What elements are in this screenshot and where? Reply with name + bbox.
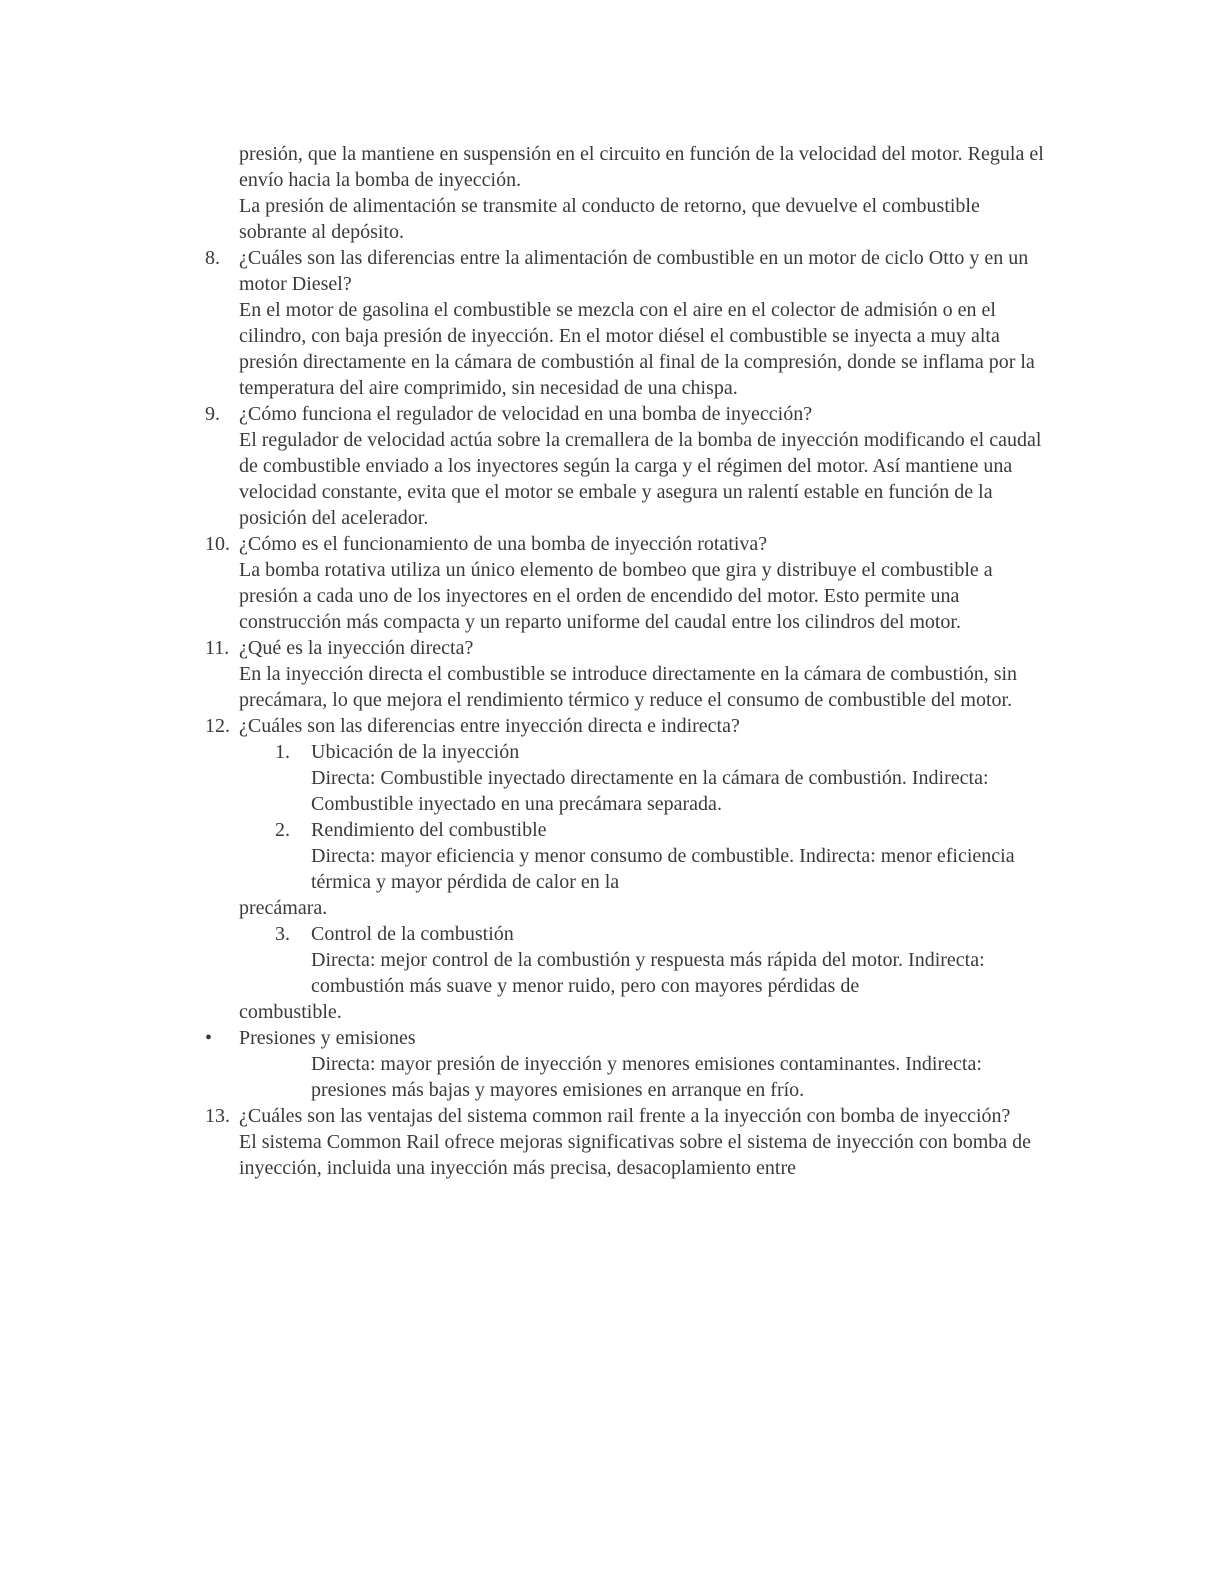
bullet-item: [205, 1025, 1045, 1051]
answer-text: En el motor de gasolina el combustible se mezcla con el aire en el colector de admisión o en el cilindro, con baja presión de inyección. En el motor diésel el combustible se inyecta a muy alta presión directamente en la cámara de combustión al final de la compresión, donde se inflama por la temperatura del aire comprimido, sin necesidad de una chispa.: [239, 299, 1035, 399]
sub-item-text-continued: precámara.: [239, 897, 328, 919]
sub-item: [205, 921, 1045, 999]
answer-text: La bomba rotativa utiliza un único elemento de bombeo que gira y distribuye el combustible a presión a cada uno de los inyectores en el orden de encendido del motor. Esto permite una construcción más compacta y un reparto uniforme del caudal entre los cilindros del motor.: [239, 559, 993, 633]
sub-item-text-continued: combustible.: [239, 1001, 342, 1023]
question-number: 13.: [205, 1105, 230, 1127]
question-number: 11.: [205, 637, 230, 659]
question-number: 10.: [205, 533, 230, 555]
question-item: [205, 245, 1045, 401]
question-text: ¿Cuáles son las ventajas del sistema common rail frente a la inyección con bomba de inyección?: [239, 1105, 1011, 1127]
sub-item-title: Rendimiento del combustible: [311, 819, 547, 841]
sub-item-marker: 3.: [275, 923, 290, 945]
question-text: ¿Cuáles son las diferencias entre inyección directa e indirecta?: [239, 715, 740, 737]
answer-text: El regulador de velocidad actúa sobre la cremallera de la bomba de inyección modificando el caudal de combustible enviado a los inyectores según la carga y el régimen del motor. Así mantiene una velocidad constante, evita que el motor se embale y asegura un ralentí estable en función de la posición del acelerador.: [239, 429, 1042, 529]
question-text: ¿Cómo funciona el regulador de velocidad en una bomba de inyección?: [239, 403, 813, 425]
sub-item-text: Directa: mayor eficiencia y menor consumo de combustible. Indirecta: menor eficiencia térmica y mayor pérdida de calor en la: [311, 845, 1015, 893]
bullet-marker: •: [205, 1027, 213, 1049]
bullet-text: Directa: mayor presión de inyección y menores emisiones contaminantes. Indirecta: presiones más bajas y mayores emisiones en arranque en frío.: [311, 1053, 982, 1101]
sub-item-marker: 2.: [275, 819, 290, 841]
question-text: ¿Qué es la inyección directa?: [239, 637, 474, 659]
question-item: [205, 401, 1045, 531]
question-text: ¿Cuáles son las diferencias entre la alimentación de combustible en un motor de ciclo Otto y en un motor Diesel?: [239, 247, 1029, 295]
answer-text: La presión de alimentación se transmite al conducto de retorno, que devuelve el combustible sobrante al depósito.: [239, 195, 980, 243]
question-number: 8.: [205, 247, 220, 269]
answer-text: El sistema Common Rail ofrece mejoras significativas sobre el sistema de inyección con bomba de inyección, incluida una inyección más precisa, desacoplamiento entre: [239, 1131, 1032, 1179]
question-text: ¿Cómo es el funcionamiento de una bomba de inyección rotativa?: [239, 533, 768, 555]
sub-item: [205, 739, 1045, 817]
question-item: [205, 1103, 1045, 1181]
answer-text: En la inyección directa el combustible se introduce directamente en la cámara de combustión, sin precámara, lo que mejora el rendimiento térmico y reduce el consumo de combustible del motor.: [239, 663, 1018, 711]
question-item: [205, 713, 1045, 739]
sub-item-title: Control de la combustión: [311, 923, 514, 945]
answer-text: presión, que la mantiene en suspensión en el circuito en función de la velocidad del motor. Regula el envío hacia la bomba de inyección.: [239, 143, 1044, 191]
bullet-title: Presiones y emisiones: [239, 1027, 416, 1049]
question-number: 9.: [205, 403, 220, 425]
sub-item-marker: 1.: [275, 741, 290, 763]
sub-item-title: Ubicación de la inyección: [311, 741, 520, 763]
question-item: [205, 531, 1045, 635]
sub-item-text: Directa: mejor control de la combustión y respuesta más rápida del motor. Indirecta: combustión más suave y menor ruido, pero con mayores pérdidas de: [311, 949, 985, 997]
question-item: [205, 635, 1045, 713]
sub-item: [205, 817, 1045, 895]
document-body: [205, 141, 1045, 1181]
sub-item-text: Directa: Combustible inyectado directamente en la cámara de combustión. Indirecta: Combustible inyectado en una precámara separada.: [311, 767, 989, 815]
question-number: 12.: [205, 715, 230, 737]
